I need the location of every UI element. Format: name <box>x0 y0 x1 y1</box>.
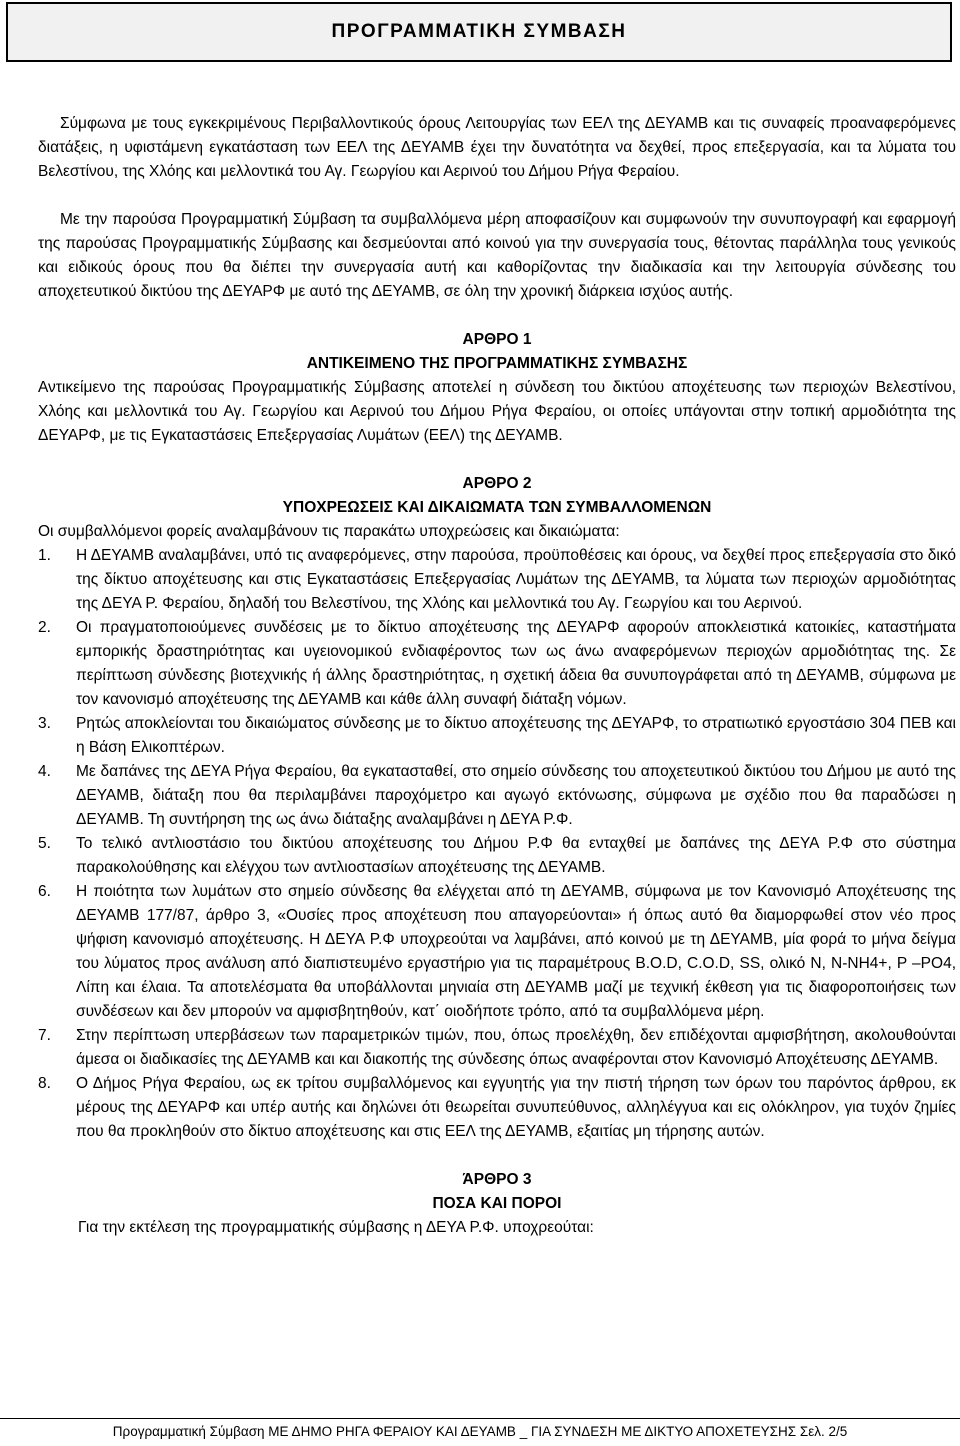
article2-subheading: ΥΠΟΧΡΕΩΣΕΙΣ ΚΑΙ ΔΙΚΑΙΩΜΑΤΑ ΤΩΝ ΣΥΜΒΑΛΛΟΜΕΝΩΝ <box>282 499 712 516</box>
list-item-number: 5. <box>38 835 51 852</box>
document-title: ΠΡΟΓΡΑΜΜΑΤΙΚΗ ΣΥΜΒΑΣΗ <box>331 21 627 42</box>
list-item <box>38 832 956 880</box>
list-item <box>38 712 956 760</box>
list-item-number: 4. <box>38 763 51 780</box>
article3-lead: Για την εκτέλεση της προγραμματικής σύμβασης η ΔΕΥΑ Ρ.Φ. υποχρεούται: <box>78 1219 594 1236</box>
list-item-text: Ρητώς αποκλείονται του δικαιώματος σύνδεσης με το δίκτυο αποχέτευσης της ΔΕΥΑΡΦ, το στρατιωτικό εργοστάσιο 304 ΠΕΒ και η Βάση Ελικοπτέρων. <box>76 715 956 756</box>
list-item <box>38 544 956 616</box>
article1-heading: ΑΡΘΡΟ 1 <box>462 331 532 348</box>
list-item-number: 8. <box>38 1075 51 1092</box>
intro-paragraph-2: Με την παρούσα Προγραμματική Σύμβαση τα συμβαλλόμενα μέρη αποφασίζουν και συμφωνούν την συνυπογραφή και εφαρμογή της παρούσας Προγραμματικής Σύμβασης και δεσμεύονται από κοινού για την συνεργασία τους, θέτοντας παράλληλα τους γενικούς και ειδικούς όρους που θα διέπει την συνεργασία αυτή και καθορίζοντας την διαδικασία και την λειτουργία σύνδεσης του αποχετευτικού δικτύου της ΔΕΥΑΡΦ με αυτό της ΔΕΥΑΜΒ, σε όλη την χρονική διάρκεια ισχύος αυτής. <box>38 211 956 300</box>
list-item-text: Ο Δήμος Ρήγα Φεραίου, ως εκ τρίτου συμβαλλόμενος και εγγυητής για την πιστή τήρηση των όρων του παρόντος άρθρου, εκ μέρους της ΔΕΥΑΡΦ και υπέρ αυτής και δηλώνει ότι θεωρείται συνυπεύθυνος, αλληλέγγυα και εις ολόκληρον, για τυχόν ζημίες που θα προκληθούν στο δίκτυο αποχέτευσης και στις ΕΕΛ της ΔΕΥΑΜΒ, εξαιτίας μη τήρησης αυτών. <box>76 1075 956 1140</box>
title-box <box>6 2 952 62</box>
list-item-number: 1. <box>38 547 51 564</box>
list-item-text: Οι πραγματοποιούμενες συνδέσεις με το δίκτυο αποχέτευσης της ΔΕΥΑΡΦ αφορούν αποκλειστικά κατοικίες, καταστήματα εμπορικής δραστηριότητας και υγειονομικού ενδιαφέροντος των ως άνω αναφερόμενων περιοχών αρμοδιότητας της. Σε περίπτωση σύνδεσης βιοτεχνικής ή άλλης δραστηριότητας, η σχετική άδεια θα συνυπογράφεται από τη ΔΕΥΑΜΒ, σύμφωνα με τον κανονισμό αποχέτευσης της ΔΕΥΑΜΒ και κάθε άλλη συναφή διάταξη νόμων. <box>76 619 956 708</box>
list-item-text: Η ΔΕΥΑΜΒ αναλαμβάνει, υπό τις αναφερόμενες, στην παρούσα, προϋποθέσεις και όρους, να δεχθεί προς επεξεργασία στο δικό της δίκτυο αποχέτευσης και στις Εγκαταστάσεις Επεξεργασίας Λυμάτων της ΔΕΥΑΜΒ, τα λύματα των περιοχών αρμοδιότητας της ΔΕΥΑ Ρ. Φεραίου, δηλαδή του Βελεστίνου, της Χλόης και μελλοντικά του Αγ. Γεωργίου και του Αερινού. <box>76 547 956 612</box>
list-item <box>38 1072 956 1144</box>
list-item-text: Στην περίπτωση υπερβάσεων των παραμετρικών τιμών, που, όπως προελέχθη, δεν επιδέχονται αμφισβήτηση, ακολουθούνται άμεσα οι διαδικασίες της ΔΕΥΑΜΒ και και διακοπής της σύνδεσης όπως αναφέρονται στον Κανονισμό Αποχέτευσης ΔΕΥΑΜΒ. <box>76 1027 956 1068</box>
list-item <box>38 760 956 832</box>
page-footer: Προγραμματική Σύμβαση ΜΕ ΔΗΜΟ ΡΗΓΑ ΦΕΡΑΙΟΥ ΚΑΙ ΔΕΥΑΜΒ _ ΓΙΑ ΣΥΝΔΕΣΗ ΜΕ ΔΙΚΤΥΟ ΑΠΟΧΕΤΕΥΣΗΣ Σελ. 2/5 <box>0 1418 960 1446</box>
list-item <box>38 1024 956 1072</box>
list-item-number: 2. <box>38 619 51 636</box>
intro-paragraph-1: Σύμφωνα με τους εγκεκριμένους Περιβαλλοντικούς όρους Λειτουργίας των ΕΕΛ της ΔΕΥΑΜΒ και τις συναφείς προαναφερόμενες διατάξεις, η υφιστάμενη εγκατάσταση των ΕΕΛ της ΔΕΥΑΜΒ έχει την δυνατότητα να δεχθεί, προς επεξεργασία, και τα λύματα του Βελεστίνου, της Χλόης και μελλοντικά του Αγ. Γεωργίου και Αερινού του Δήμου Ρήγα Φεραίου. <box>38 115 956 180</box>
list-item <box>38 616 956 712</box>
list-item-text: Η ποιότητα των λυμάτων στο σημείο σύνδεσης θα ελέγχεται από τη ΔΕΥΑΜΒ, σύμφωνα με τον Κανονισμό Αποχέτευσης της ΔΕΥΑΜΒ 177/87, άρθρο 3, «Ουσίες προς αποχέτευση που απαγορεύονται» ή όπως αυτό θα διαμορφωθεί στον νέο προς ψήφιση κανονισμό αποχέτευσης. Η ΔΕΥΑ Ρ.Φ υποχρεούται να λαμβάνει, από κοινού με τη ΔΕΥΑΜΒ, μία φορά το μήνα δείγμα του λύματος προς ανάλυση από διαπιστευμένο εργαστήριο για τις παραμέτρους B.O.D, C.O.D, SS, ολικό Ν, N-NH4+, P –PO4, Λίπη και έλαια. Τα αποτελέσματα θα υποβάλλονται μηνιαία στη ΔΕΥΑΜΒ μαζί με τεχνική έκθεση για τις διαφοροποιήσεις των συνδέσεων και δεν μπορούν να αμφισβητηθούν, κατ΄ οιοδήποτε τρόπο, από τα συμβαλλόμενα μέρη. <box>76 883 956 1020</box>
article3-heading: ΆΡΘΡΟ 3 <box>462 1171 532 1188</box>
article2-heading: ΑΡΘΡΟ 2 <box>462 475 532 492</box>
article1-text: Αντικείμενο της παρούσας Προγραμματικής Σύμβασης αποτελεί η σύνδεση του δικτύου αποχέτευσης των περιοχών Βελεστίνου, Χλόης και μελλοντικά του Αγ. Γεωργίου και Αερινού του Δήμου Ρήγα Φεραίου, οι οποίες υπάγονται στην τοπική αρμοδιότητα της ΔΕΥΑΡΦ, με τις Εγκαταστάσεις Επεξεργασίας Λυμάτων (ΕΕΛ) της ΔΕΥΑΜΒ. <box>38 379 956 444</box>
article3-subheading: ΠΟΣΑ ΚΑΙ ΠΟΡΟΙ <box>432 1195 562 1212</box>
document-body <box>38 112 956 1240</box>
list-item-text: Το τελικό αντλιοστάσιο του δικτύου αποχέτευσης του Δήμου Ρ.Φ θα ενταχθεί με δαπάνες της ΔΕΥΑ Ρ.Φ στο σύστημα παρακολούθησης και ελέγχου των αντλιοστασίων αποχέτευσης της ΔΕΥΑΜΒ. <box>76 835 956 876</box>
list-item-number: 7. <box>38 1027 51 1044</box>
list-item-text: Με δαπάνες της ΔΕΥΑ Ρήγα Φεραίου, θα εγκατασταθεί, στο σημείο σύνδεσης του αποχετευτικού δικτύου του Δήμου με αυτό της ΔΕΥΑΜΒ, διάταξη που θα περιλαμβάνει παροχόμετρο και αγωγό εκτόνωσης, σύμφωνα με σχέδιο που θα παραδώσει η ΔΕΥΑΜΒ. Τη συντήρηση της ως άνω διάταξης αναλαμβάνει η ΔΕΥΑ Ρ.Φ. <box>76 763 956 828</box>
article2-list <box>38 544 956 1144</box>
list-item <box>38 880 956 1024</box>
list-item-number: 6. <box>38 883 51 900</box>
article2-lead: Οι συμβαλλόμενοι φορείς αναλαμβάνουν τις παρακάτω υποχρεώσεις και δικαιώματα: <box>38 523 620 540</box>
list-item-number: 3. <box>38 715 51 732</box>
article1-subheading: ΑΝΤΙΚΕΙΜΕΝΟ ΤΗΣ ΠΡΟΓΡΑΜΜΑΤΙΚΗΣ ΣΥΜΒΑΣΗΣ <box>306 355 688 372</box>
